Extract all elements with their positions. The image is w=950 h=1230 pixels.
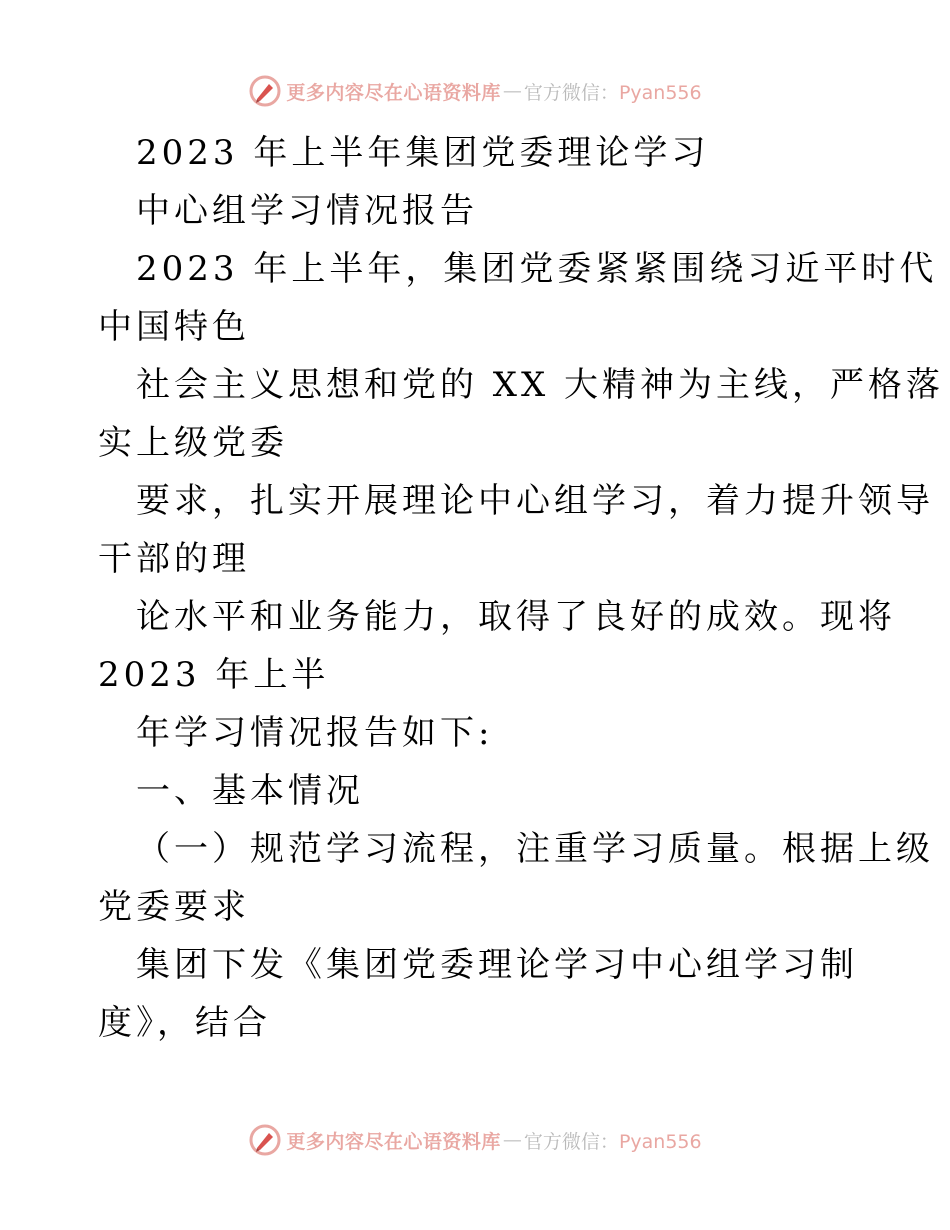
header-watermark — [0, 71, 950, 111]
doc-paragraph-line: 论水平和业务能力，取得了良好的成效。现将 — [136, 597, 896, 637]
document-body — [98, 124, 945, 1052]
watermark-account — [524, 78, 702, 105]
watermark-text: 更多内容尽在心语资料库 — [286, 81, 501, 104]
watermark-account-id: Pyan556 — [618, 81, 702, 104]
watermark-account-id: Pyan556 — [618, 1130, 702, 1153]
doc-paragraph-line: 2023 年上半 — [98, 655, 330, 695]
doc-title-line-1: 2023 年上半年集团党委理论学习 — [136, 133, 710, 173]
doc-title-line-2: 中心组学习情况报告 — [136, 191, 478, 231]
pen-nib-logo-icon — [248, 1123, 282, 1157]
doc-paragraph-line: 党委要求 — [98, 887, 250, 927]
watermark-account — [524, 1127, 702, 1154]
watermark-separator: — — [502, 80, 522, 102]
doc-paragraph-line: （一）规范学习流程，注重学习质量。根据上级 — [136, 829, 934, 869]
doc-paragraph-line: 实上级党委 — [98, 423, 288, 463]
pen-nib-logo-icon — [248, 74, 282, 108]
doc-section-heading: 一、基本情况 — [136, 771, 364, 811]
watermark-account-label: 官方微信： — [523, 1130, 619, 1153]
doc-paragraph-line: 要求，扎实开展理论中心组学习，着力提升领导 — [136, 481, 934, 521]
doc-paragraph-line: 中国特色 — [98, 307, 250, 347]
watermark-account-label: 官方微信： — [523, 81, 619, 104]
doc-paragraph-line: 集团下发《集团党委理论学习中心组学习制 — [136, 945, 858, 985]
doc-paragraph-line: 社会主义思想和党的 XX 大精神为主线，严格落 — [136, 365, 945, 405]
footer-watermark — [0, 1120, 950, 1160]
doc-paragraph-line: 年学习情况报告如下: — [136, 713, 494, 753]
doc-paragraph-line: 干部的理 — [98, 539, 250, 579]
watermark-text: 更多内容尽在心语资料库 — [286, 1130, 501, 1153]
doc-paragraph-line: 2023 年上半年，集团党委紧紧围绕习近平时代 — [136, 249, 938, 289]
watermark-separator: — — [502, 1129, 522, 1151]
doc-paragraph-line: 度》，结合 — [98, 1003, 271, 1043]
